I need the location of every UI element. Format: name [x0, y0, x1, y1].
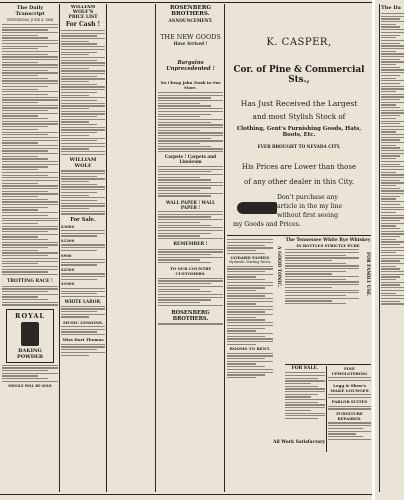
- column-4: [227, 5, 371, 493]
- godard-heading: GODARD FAMILY: [230, 255, 270, 261]
- white-labor-heading: WHITE LABOR.: [64, 299, 102, 305]
- top-rule: [0, 2, 372, 3]
- stylish-stock: and most Stylish Stock of: [252, 112, 346, 121]
- upholstering-heading: FINE UPHOLSTERING: [331, 365, 368, 376]
- just-received: Has Just Received the Largest: [240, 99, 358, 108]
- lower-ads: [227, 236, 371, 456]
- column-1: [2, 5, 58, 493]
- price-4: $2500: [61, 266, 75, 272]
- bottom-ad: All Work Satisfactory: [272, 439, 326, 445]
- date-line: WEDNESDAY, JUNE 4, 1884: [6, 18, 54, 22]
- powder-word: POWDER: [16, 353, 44, 360]
- make-lounges: MAKE LOUNGES: [330, 387, 369, 393]
- rooms-to-rent: ROOMS TO RENT.: [229, 346, 271, 352]
- announcement-heading: ANNOUNCEMENT.: [168, 18, 213, 23]
- rosenberg-header: ROSENBERG BROTHERS.: [169, 5, 212, 17]
- casper-address: Cor. of Pine & Commercial Sts.,: [233, 65, 365, 85]
- column-divider: [106, 4, 107, 492]
- column-divider: [224, 4, 225, 492]
- music-lessons-heading: MUSIC LESSONS.: [62, 319, 104, 325]
- bargains-heading: Bargains Unprecedented !: [166, 60, 215, 72]
- for-family-label: FOR FAMILY USE.: [365, 251, 370, 297]
- logg-shaw: Logg & Shaw's: [333, 382, 366, 388]
- hydraulic-line: Hydraulic Starting Parlor,: [229, 260, 271, 265]
- pointing-hand-icon: [237, 202, 277, 214]
- clothing-goods: Clothing, Gent's Furnishing Goods, Hats, Boots, Etc.: [236, 126, 362, 138]
- price-2: $1200: [61, 238, 75, 244]
- royal-baking-powder-ad: [6, 309, 54, 363]
- pointing-hand-block: [227, 192, 371, 230]
- rosenberg-footer: ROSENBERG BROTHERS.: [171, 309, 210, 322]
- price-1: $3000: [61, 223, 75, 229]
- country-customers-heading: TO OUR COUNTRY CUSTOMERS.: [169, 266, 212, 277]
- for-sale-ad: [285, 366, 325, 421]
- cheap-line: No Cheap John Trash in Our Store.: [160, 80, 221, 90]
- new-goods-heading: THE NEW GOODS: [160, 33, 221, 41]
- tennessee-heading: The Tennessee White Rye Whiskey: [285, 237, 371, 243]
- dont-purchase: Don't purchase any: [277, 194, 338, 201]
- price-3: $900: [61, 252, 72, 258]
- column-3: [158, 5, 223, 493]
- royal-word: ROYAL: [15, 311, 45, 320]
- arrived-line: Have Arrived !: [173, 41, 208, 46]
- prices-lower: His Prices are Lower than those: [241, 163, 357, 171]
- for-family-vertical: [361, 252, 371, 312]
- for-sale-heading: For Sale.: [70, 216, 96, 223]
- masthead: The Daily Transcript: [15, 5, 45, 17]
- for-sale-heading-2: FOR SALE.: [291, 365, 319, 371]
- tennessee-ad: [285, 238, 371, 306]
- column-divider: [379, 4, 380, 492]
- my-goods-line: my Goods and Prices.: [233, 221, 301, 228]
- carpets-heading: Carpets ! Carpets and Linoleum: [164, 154, 217, 165]
- furniture-ad: [328, 366, 371, 442]
- column-2: [61, 5, 105, 493]
- column-5-partial: [381, 5, 404, 493]
- remember-heading: REMEMBER !: [173, 242, 208, 248]
- wolf-header: WILLIAM WOLF'S: [70, 5, 96, 15]
- good-tonic-vertical: [275, 238, 281, 358]
- price-list-heading: PRICE LIST: [68, 15, 98, 20]
- casper-name: K. CASPER,: [266, 37, 332, 48]
- wolf-signature: WILLIAM WOLF: [69, 156, 97, 169]
- column-divider: [59, 4, 60, 492]
- ever-brought: EVER BROUGHT TO NEVADA CITY.: [257, 144, 341, 149]
- price-5: $1000: [61, 281, 75, 287]
- wallpaper-heading: WALL PAPER ! WALL PAPER !: [165, 199, 216, 210]
- without-line: without first seeing: [277, 212, 339, 219]
- repaired-heading: REPAIRED.: [337, 416, 362, 422]
- page-gutter: [372, 0, 375, 500]
- parlor-suites: PARLOR SUITES: [331, 399, 368, 405]
- article-line: article in the my line: [277, 203, 343, 210]
- column-divider: [155, 4, 156, 492]
- in-bottles: IN BOTTLES STRICTLY PURE: [296, 242, 360, 248]
- baking-word: BAKING: [18, 347, 42, 354]
- bottom-rule: [0, 494, 372, 495]
- trotting-heading: TROTTING RACE !: [7, 279, 53, 285]
- left-small-ads: [227, 238, 273, 380]
- bottom-caption: MINGLE WILL BE SOLD: [8, 383, 52, 388]
- baking-powder-can-icon: [21, 322, 39, 346]
- furniture-heading: FURNITURE: [336, 411, 363, 417]
- good-tonic-label: A GOOD TONIC.: [276, 245, 281, 288]
- any-other-dealer: of any other dealer in this City.: [244, 178, 354, 186]
- partial-masthead: The Da: [381, 5, 401, 11]
- millinery-heading: Miss Hart Thomas: [62, 337, 104, 343]
- for-cash-heading: For Cash !: [65, 21, 101, 28]
